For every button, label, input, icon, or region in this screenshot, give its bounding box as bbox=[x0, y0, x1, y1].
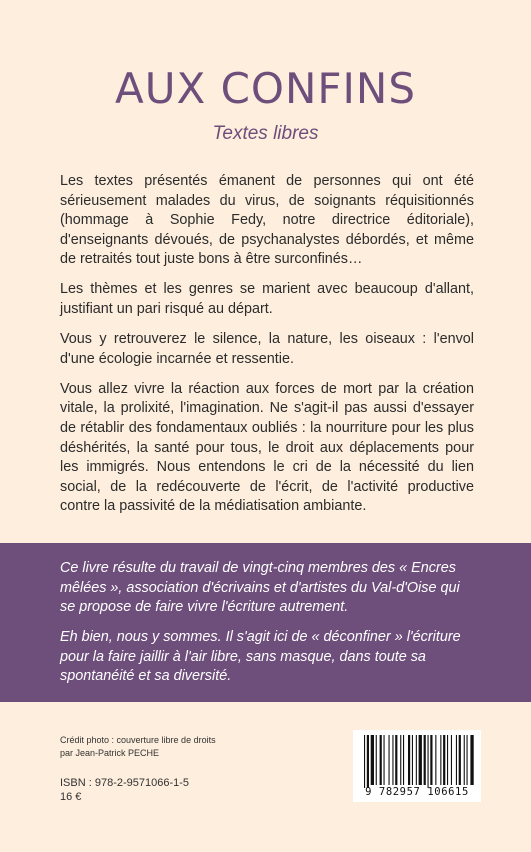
barcode-bar bbox=[430, 735, 432, 785]
barcode-bars-icon bbox=[353, 730, 481, 788]
barcode-bar bbox=[384, 735, 385, 785]
barcode-bar bbox=[408, 735, 410, 785]
blurb-paragraph: Les thèmes et les genres se marient avec beaucoup d'allant, justifiant un pari risqué au départ. bbox=[60, 281, 474, 318]
barcode-bar bbox=[380, 735, 382, 785]
isbn-block bbox=[60, 776, 189, 804]
barcode-bar bbox=[435, 735, 436, 785]
isbn-text: ISBN : 978-2-9571066-1-5 bbox=[60, 777, 190, 789]
photo-credit-line: Crédit photo : couverture libre de droits bbox=[60, 735, 216, 745]
barcode-bar bbox=[400, 735, 401, 785]
barcode-bar bbox=[367, 735, 369, 788]
band-paragraph: Eh bien, nous y sommes. Il s'agit ici de « déconfiner » l'écriture pour la faire jaillir à l'air libre, sans masque, dans toute sa spontanéité et sa diversité. bbox=[60, 629, 461, 685]
barcode-bar bbox=[440, 735, 441, 785]
price-text: 16 € bbox=[60, 791, 82, 803]
barcode bbox=[353, 730, 481, 802]
barcode-bar bbox=[376, 735, 377, 785]
barcode-bar bbox=[403, 735, 404, 785]
barcode-bar bbox=[392, 735, 393, 785]
blurb-paragraph: Vous allez vivre la réaction aux forces de mort par la création vitale, la prolixité, l'imagination. Ne s'agit-il pas aussi d'essayer de rétablir des fondamentaux oubliés : la nourriture pour les plus déshérités, la santé pour tous, le droit aux déplacements pour les immigrés. Nous entendons le cri de la nécessité du lien social, de la redécouverte de l'écrit, de l'activité productive contre la passivité de la médiatisation ambiante. bbox=[60, 380, 474, 515]
barcode-bar bbox=[389, 735, 390, 785]
blurb-paragraph: Les textes présentés émanent de personnes qui ont été sérieusement malades du virus, de soignants réquisitionnés (hommage à Sophie Fedy, notre directrice éditoriale), d'enseignants dévoués, de psychanalystes débordés, et même de retraités tout juste bons à être surconfinés… bbox=[60, 173, 474, 268]
barcode-bar bbox=[467, 735, 468, 785]
barcode-bar bbox=[419, 735, 422, 785]
book-subtitle: Textes libres bbox=[212, 123, 319, 144]
barcode-bar bbox=[470, 735, 473, 785]
barcode-bar bbox=[416, 735, 417, 785]
band-paragraph: Ce livre résulte du travail de vingt-cinq membres des « Encres mêlées », association d'écrivains et d'artistes du Val-d'Oise qui se propose de faire vivre l'écriture autrement. bbox=[60, 560, 460, 616]
barcode-bar bbox=[443, 735, 445, 785]
barcode-bar bbox=[428, 735, 429, 788]
barcode-bar bbox=[451, 735, 452, 785]
barcode-bar bbox=[456, 735, 457, 785]
barcode-bar bbox=[464, 735, 465, 785]
barcode-bar bbox=[447, 735, 448, 785]
highlight-band bbox=[0, 543, 531, 702]
photo-credit bbox=[60, 734, 216, 759]
barcode-bar bbox=[371, 735, 374, 785]
barcode-digits: 9 782957 106615 bbox=[365, 786, 469, 798]
barcode-bar bbox=[424, 735, 426, 785]
barcode-bar bbox=[412, 735, 413, 785]
blurb-body bbox=[60, 172, 474, 528]
blurb-paragraph: Vous y retrouverez le silence, la nature, les oiseaux : l'envol d'une écologie incarnée et ressentie. bbox=[60, 331, 474, 367]
book-title: AUX CONFINS bbox=[114, 64, 417, 113]
barcode-bar bbox=[459, 735, 461, 785]
barcode-bar bbox=[395, 735, 397, 785]
photo-credit-author: par Jean-Patrick PECHE bbox=[60, 747, 160, 758]
barcode-bar bbox=[364, 735, 365, 788]
